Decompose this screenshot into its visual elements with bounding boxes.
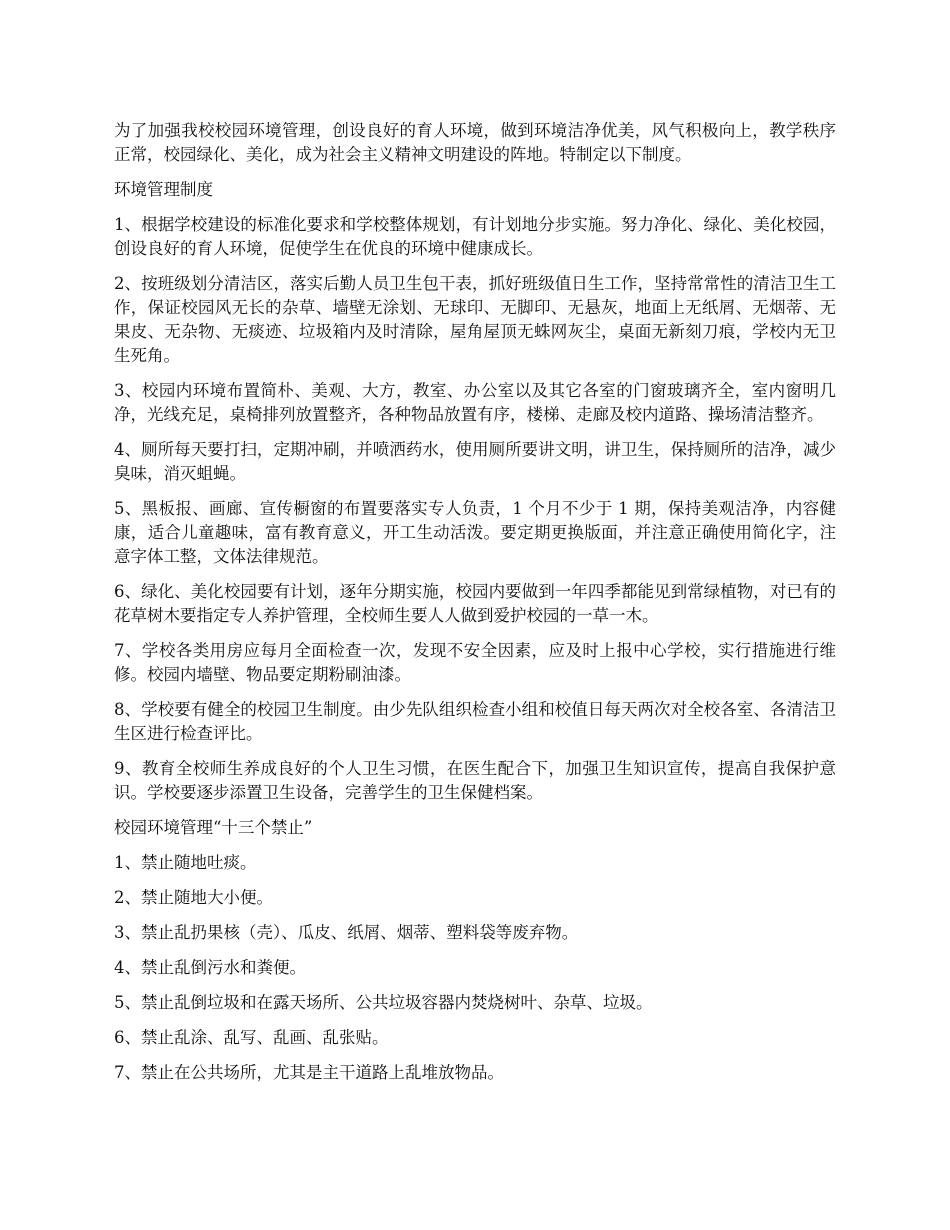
rule-item-4: 4、厕所每天要打扫，定期冲刷，并喷洒药水，使用厕所要讲文明，讲卫生，保持厕所的洁净，减少臭味，消灭蛆蝇。 xyxy=(114,440,836,483)
section-heading-prohibitions: 校园环境管理“十三个禁止” xyxy=(114,818,313,837)
section-heading-environment-rules: 环境管理制度 xyxy=(114,180,213,199)
rule-item-3: 3、校园内环境布置简朴、美观、大方，教室、办公室以及其它各室的门窗玻璃齐全，室内窗明几净，光线充足，桌椅排列放置整齐，各种物品放置有序，楼梯、走廊及校内道路、操场清洁整齐。 xyxy=(114,381,836,424)
rule-item-7: 7、学校各类用房应每月全面检查一次，发现不安全因素，应及时上报中心学校，实行措施进行维修。校园内墙壁、物品要定期粉刷油漆。 xyxy=(114,641,836,684)
prohibition-item-4: 4、禁止乱倒污水和粪便。 xyxy=(114,958,306,977)
document-body xyxy=(114,119,836,1096)
rule-item-9: 9、教育全校师生养成良好的个人卫生习惯，在医生配合下，加强卫生知识宣传，提高自我保护意识。学校要逐步添置卫生设备，完善学生的卫生保健档案。 xyxy=(114,759,836,802)
rule-item-8: 8、学校要有健全的校园卫生制度。由少先队组织检查小组和校值日每天两次对全校各室、各清洁卫生区进行检查评比。 xyxy=(114,700,836,743)
rule-item-2: 2、按班级划分清洁区，落实后勤人员卫生包干表，抓好班级值日生工作，坚持常常性的清洁卫生工作，保证校园风无长的杂草、墙壁无涂划、无球印、无脚印、无悬灰，地面上无纸屑、无烟蒂、无果皮、无杂物、无痰迹、垃圾箱内及时清除，屋角屋顶无蛛网灰尘，桌面无新刻刀痕，学校内无卫生死角。 xyxy=(114,274,836,365)
rule-item-1: 1、根据学校建设的标准化要求和学校整体规划，有计划地分步实施。努力净化、绿化、美化校园，创设良好的育人环境，促使学生在优良的环境中健康成长。 xyxy=(114,215,836,258)
prohibition-item-1: 1、禁止随地吐痰。 xyxy=(114,853,257,872)
intro-paragraph: 为了加强我校校园环境管理，创设良好的育人环境，做到环境洁净优美，风气积极向上，教学秩序正常，校园绿化、美化，成为社会主义精神文明建设的阵地。特制定以下制度。 xyxy=(114,121,836,164)
prohibition-item-5: 5、禁止乱倒垃圾和在露天场所、公共垃圾容器内焚烧树叶、杂草、垃圾。 xyxy=(114,993,653,1012)
rule-item-6: 6、绿化、美化校园要有计划，逐年分期实施，校园内要做到一年四季都能见到常绿植物，对已有的花草树木要指定专人养护管理，全校师生要人人做到爱护校园的一草一木。 xyxy=(114,582,836,625)
rule-item-5: 5、黑板报、画廊、宣传橱窗的布置要落实专人负责，1 个月不少于 1 期，保持美观洁净，内容健康，适合儿童趣味，富有教育意义，开工生动活泼。要定期更换版面，并注意正确使用简化字，注意字体工整，文体法律规范。 xyxy=(114,499,836,566)
prohibition-item-6: 6、禁止乱涂、乱写、乱画、乱张贴。 xyxy=(114,1028,389,1047)
prohibition-item-7: 7、禁止在公共场所，尤其是主干道路上乱堆放物品。 xyxy=(114,1063,504,1082)
prohibition-item-3: 3、禁止乱扔果核（壳）、瓜皮、纸屑、烟蒂、塑料袋等废弃物。 xyxy=(114,923,579,942)
prohibition-item-2: 2、禁止随地大小便。 xyxy=(114,888,273,907)
